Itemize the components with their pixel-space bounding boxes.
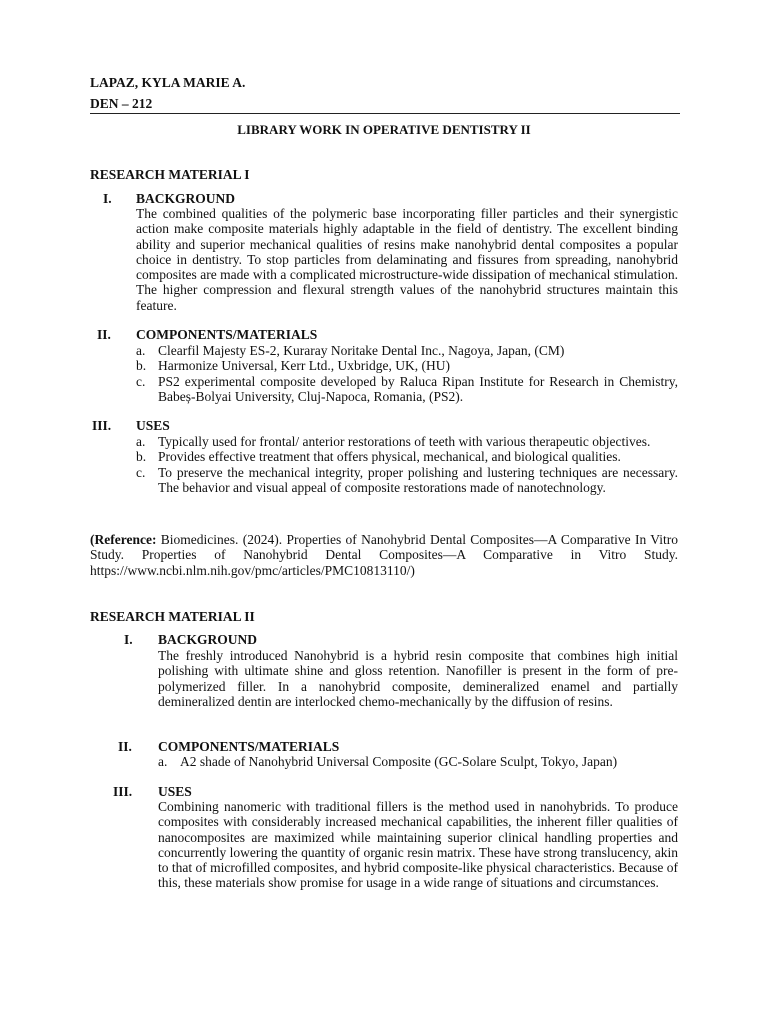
uses-paragraph: Combining nanomeric with traditional fillers is the method used in nanohybrids. To produce composites with considerably increased mechanical capabilities, the inherent filler qualities of nanocomposites are maximized while maintaining superior clinical handling properties and concurrently lowering the quantity of organic resin matrix. These have strong translucency, akin to that of microfilled composites, and hybrid composite-like physical characteristics. Because of this, these materials show promise for usage in a wide range of situations and circumstances. [158, 799, 678, 891]
list-item [136, 449, 678, 464]
list-item [136, 374, 678, 405]
list-letter: a. [158, 754, 168, 769]
section-heading-uses: USES [158, 784, 192, 799]
list-item [136, 358, 678, 373]
section-number: I. [124, 632, 133, 647]
student-name: LAPAZ, KYLA MARIE A. [90, 75, 246, 90]
section-number: III. [92, 418, 112, 433]
section-heading-uses: USES [136, 418, 170, 433]
reference-text: Biomedicines. (2024). Properties of Nanohybrid Dental Composites—A Comparative In Vitro Study. Properties of Nanohybrid Dental Composites—A Comparative in Vitro Study. https://www.ncbi.nlm.nih.gov/pmc/articles/PMC10813110/) [90, 532, 678, 578]
list-item-text: Typically used for frontal/ anterior restorations of teeth with various therapeutic objectives. [158, 434, 651, 449]
list-item-text: To preserve the mechanical integrity, proper polishing and lustering techniques are necessary. The behavior and visual appeal of composite restorations made of nanotechnology. [158, 464, 678, 495]
course-code: DEN – 212 [90, 96, 153, 111]
list-item [136, 465, 678, 496]
reference-block [90, 532, 678, 578]
reference-label: (Reference: [90, 532, 157, 547]
components-list [136, 343, 678, 404]
section-number: II. [97, 327, 111, 342]
list-item-text: Provides effective treatment that offers physical, mechanical, and biological qualities. [158, 449, 621, 465]
section-heading-background: BACKGROUND [136, 191, 236, 206]
header-rule [90, 113, 680, 114]
section-heading-components: COMPONENTS/MATERIALS [158, 739, 340, 754]
list-letter: a. [136, 343, 146, 358]
research-material-2-heading: RESEARCH MATERIAL II [90, 609, 255, 624]
list-item-text: Clearfil Majesty ES-2, Kuraray Noritake Dental Inc., Nagoya, Japan, (CM) [158, 343, 565, 358]
background-paragraph: The freshly introduced Nanohybrid is a hybrid resin composite that combines high initial polishing with ultimate shine and gloss retention. Nanofiller is present in the form of pre-polymerized filler. In a nanohybrid composite, demineralized enamel and partially demineralized dentin are interlocked chemo-mechanically by the diffusion of resins. [158, 648, 678, 709]
research-material-1-heading: RESEARCH MATERIAL I [90, 167, 250, 182]
list-item [136, 343, 678, 358]
list-item-text: A2 shade of Nanohybrid Universal Composite (GC-Solare Sculpt, Tokyo, Japan) [180, 754, 618, 769]
section-number: II. [118, 739, 132, 754]
document-title: LIBRARY WORK IN OPERATIVE DENTISTRY II [237, 122, 531, 137]
list-letter: b. [136, 449, 147, 465]
uses-list [136, 434, 678, 495]
background-paragraph: The combined qualities of the polymeric base incorporating filler particles and their synergistic action make composite materials highly adaptable in the field of dentistry. The excellent binding ability and superior mechanical qualities of resins make nanohybrid dental composites a popular choice in dentistry. To stop particles from delaminating and fissures from spreading, nanohybrid composites are made with a complicated microstructure-wide dissipation of mechanical stimulation. The higher compression and flexural strength values of the nanohybrid structures maintain this feature. [136, 206, 678, 313]
list-letter: c. [136, 373, 146, 389]
section-number: III. [113, 784, 133, 799]
section-heading-background: BACKGROUND [158, 632, 258, 647]
list-item [158, 754, 678, 769]
list-item-text: PS2 experimental composite developed by Raluca Ripan Institute for Research in Chemistry, Babeș-Bolyai University, Cluj-Napoca, Romania, (PS2). [158, 373, 678, 404]
section-heading-components: COMPONENTS/MATERIALS [136, 327, 318, 342]
list-letter: c. [136, 464, 146, 480]
section-number: I. [103, 191, 112, 206]
list-item-text: Harmonize Universal, Kerr Ltd., Uxbridge, UK, (HU) [158, 358, 451, 374]
components-list [158, 754, 678, 769]
list-letter: a. [136, 434, 146, 449]
list-letter: b. [136, 358, 147, 374]
list-item [136, 434, 678, 449]
